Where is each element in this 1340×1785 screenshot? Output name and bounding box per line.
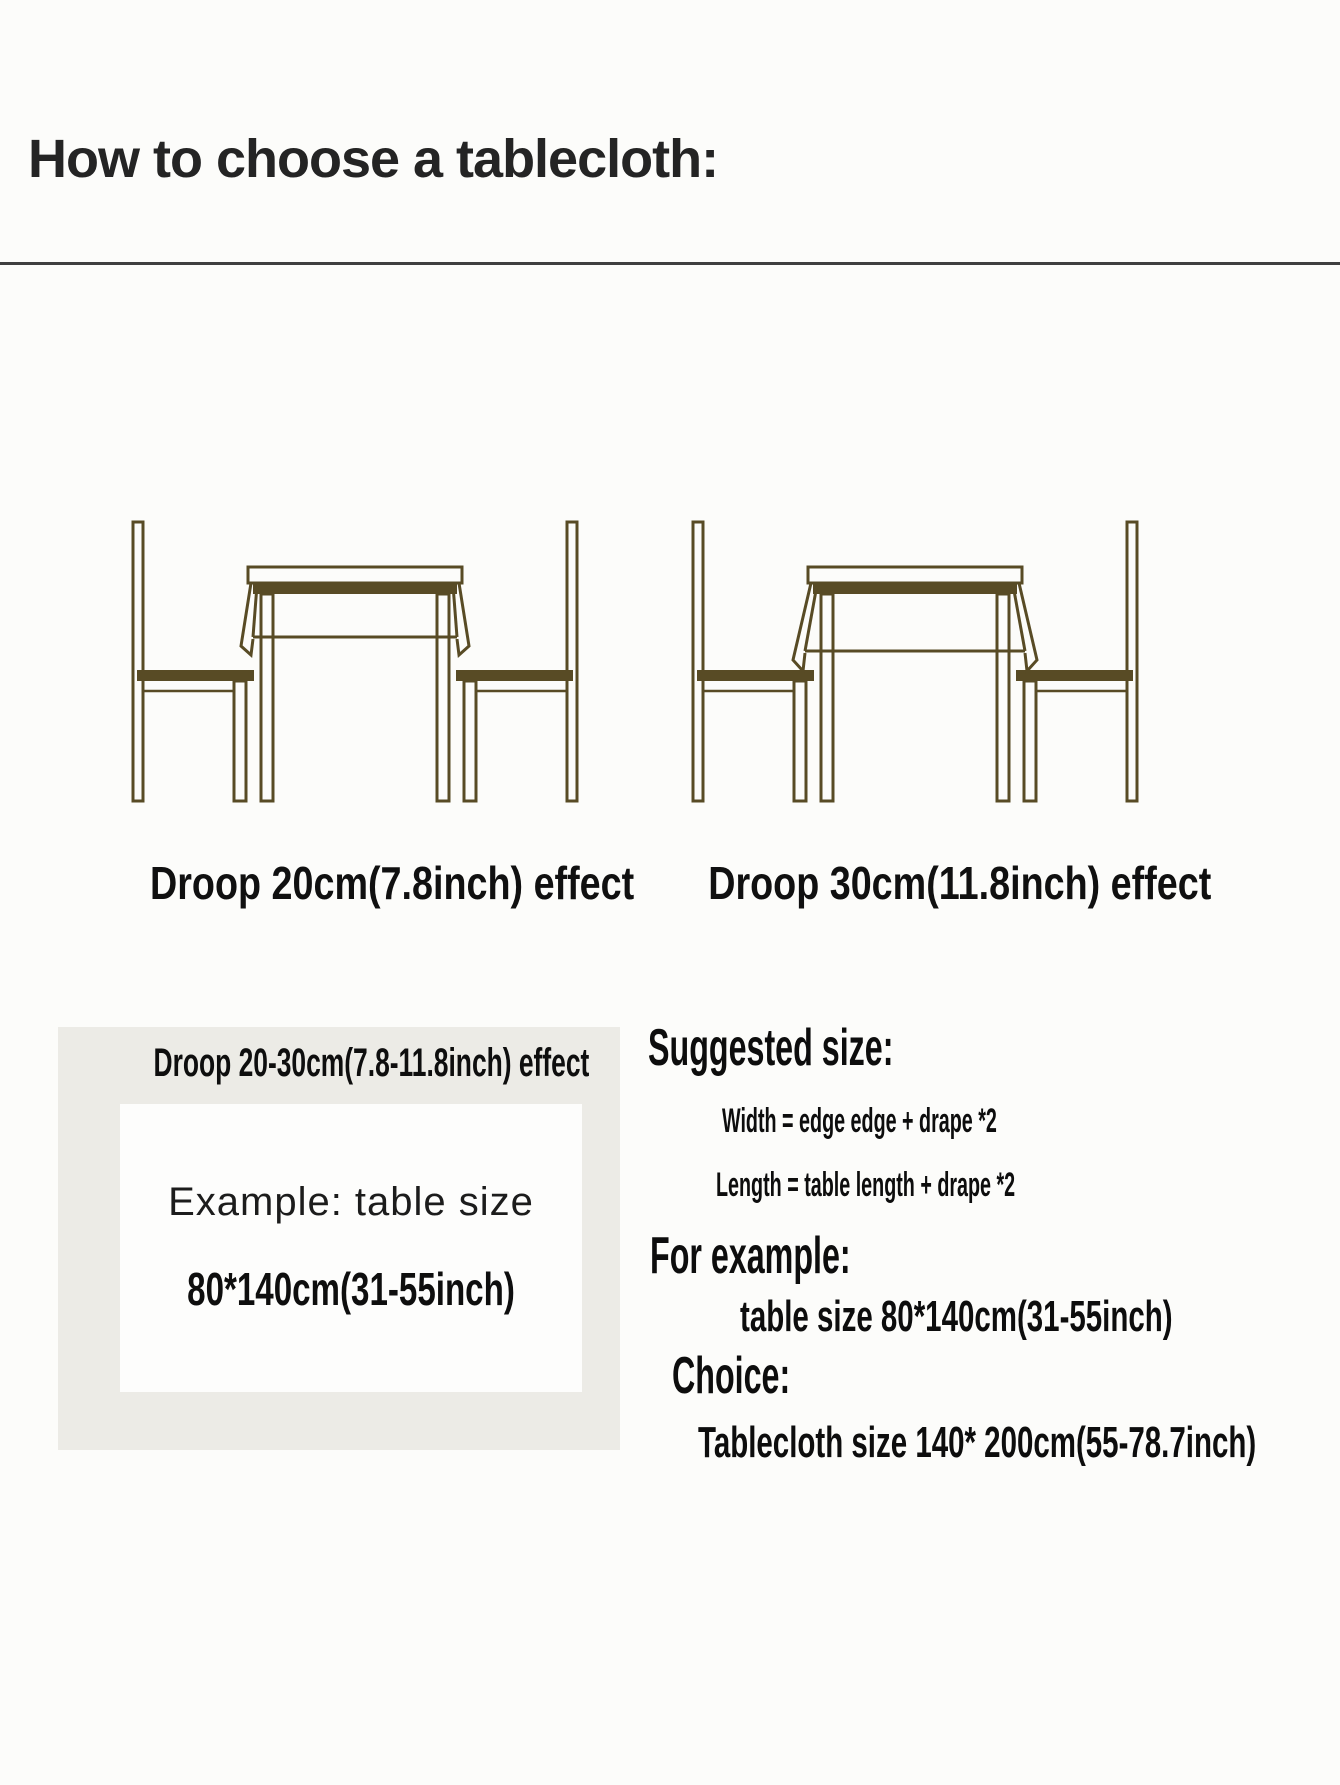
example-box bbox=[58, 1027, 620, 1450]
divider-line bbox=[0, 262, 1340, 265]
suggested-size-heading: Suggested size: bbox=[648, 1019, 894, 1077]
example-box-label: Droop 20-30cm(7.8-11.8inch) effect bbox=[153, 1041, 590, 1085]
droop-30cm-diagram bbox=[690, 518, 1140, 805]
droop-20cm-caption: Droop 20cm(7.8inch) effect bbox=[150, 857, 635, 909]
example-line-2: 80*140cm(31-55inch) bbox=[187, 1263, 515, 1315]
for-example-heading: For example: bbox=[650, 1227, 851, 1285]
choice-value: Tablecloth size 140* 200cm(55-78.7inch) bbox=[698, 1418, 1257, 1467]
example-line-1: Example: table size bbox=[168, 1180, 534, 1224]
table-chairs-short-drape-icon bbox=[130, 792, 580, 809]
length-formula: Length = table length + drape *2 bbox=[716, 1166, 1016, 1204]
example-inner-box bbox=[120, 1104, 582, 1392]
choice-heading: Choice: bbox=[672, 1347, 791, 1405]
droop-20cm-diagram bbox=[130, 518, 580, 805]
width-formula: Width = edge edge + drape *2 bbox=[722, 1102, 997, 1140]
page-title: How to choose a tablecloth: bbox=[28, 129, 719, 189]
droop-30cm-caption: Droop 30cm(11.8inch) effect bbox=[708, 857, 1212, 909]
table-chairs-long-drape-icon bbox=[690, 792, 1140, 809]
example-table-size-value: table size 80*140cm(31-55inch) bbox=[740, 1292, 1173, 1341]
